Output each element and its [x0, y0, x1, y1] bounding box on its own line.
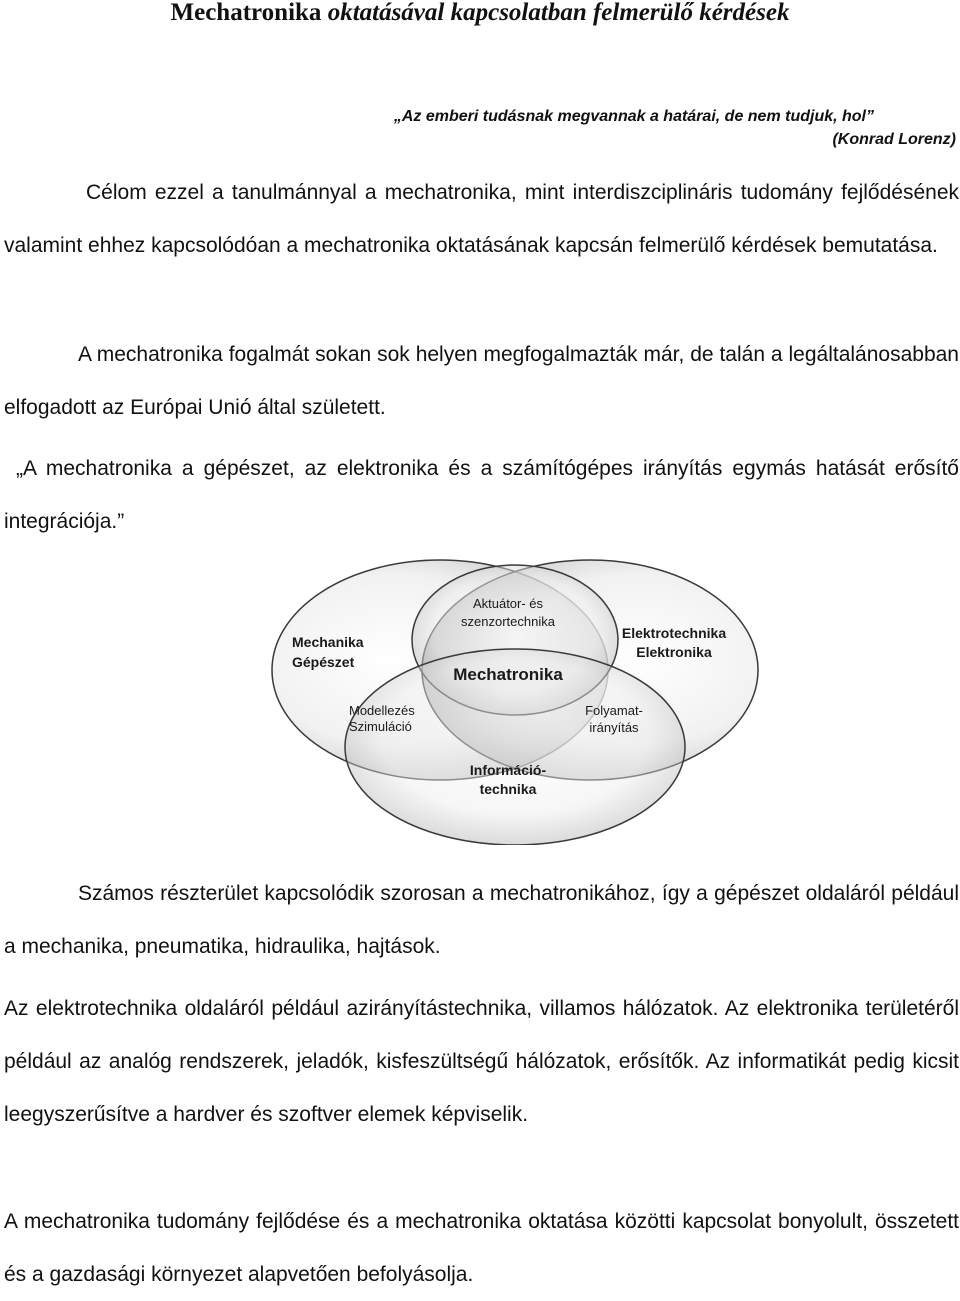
label-informacio-2: technika: [479, 781, 537, 797]
label-elektrotechnika: Elektrotechnika: [621, 625, 727, 641]
label-aktuator-2: szenzortechnika: [461, 614, 555, 629]
label-mechatronika: Mechatronika: [453, 665, 563, 684]
paragraph-conclusion: A mechatronika tudomány fejlődése és a mechatronika oktatása közötti kapcsolat bonyolult, összetett és a gazdasági környezet alapvetően befolyásolja.: [4, 1210, 959, 1286]
label-folyamat-2: irányítás: [589, 720, 639, 735]
paragraph-definition: A mechatronika fogalmát sokan sok helyen megfogalmazták már, de talán a legáltalánosabban elfogadott az Európai Unió által született.: [4, 343, 959, 419]
title-part-italic: oktatásával kapcsolatban felmerülő kérdések: [327, 0, 790, 26]
paragraph-intro: Célom ezzel a tanulmánnyal a mechatronika, mint interdiszciplináris tudomány fejlődésének valamint ehhez kapcsolódóan a mechatronika oktatásának kapcsán felmerülő kérdések bemutatása.: [4, 181, 959, 257]
motto-quote: „Az emberi tudásnak megvannak a határai, de nem tudjuk, hol”: [393, 108, 874, 125]
label-elektronika: Elektronika: [636, 644, 712, 660]
label-modellezes: Modellezés: [349, 703, 415, 718]
label-szimulacio: Szimuláció: [349, 719, 412, 734]
document-title: [0, 0, 960, 26]
title-part-plain: Mechatronika: [170, 0, 328, 26]
paragraph-electro-subfields: Az elektrotechnika oldaláról például azirányítástechnika, villamos hálózatok. Az elektronika területéről például az analóg rendszerek, jeladók, kisfeszültségű hálózatok, erősítők. Az informatikát pedig kicsit leegyszerűsítve a hardver és szoftver elemek képviselik.: [4, 997, 959, 1126]
label-informacio-1: Információ-: [469, 762, 547, 778]
paragraph-eu-quote: „A mechatronika a gépészet, az elektronika és a számítógépes irányítás egymás hatását erősítő integrációja.”: [4, 457, 959, 533]
label-folyamat-1: Folyamat-: [585, 703, 643, 718]
mechatronics-venn-diagram: [260, 555, 770, 845]
motto-author: (Konrad Lorenz): [832, 131, 956, 148]
paragraph-mechanical-subfields: Számos részterület kapcsolódik szorosan a mechatronikához, így a gépészet oldaláról például a mechanika, pneumatika, hidraulika, hajtások.: [4, 882, 959, 958]
label-gepeszet: Gépészet: [292, 654, 355, 670]
label-mechanika: Mechanika: [292, 634, 364, 650]
label-aktuator-1: Aktuátor- és: [472, 596, 544, 611]
